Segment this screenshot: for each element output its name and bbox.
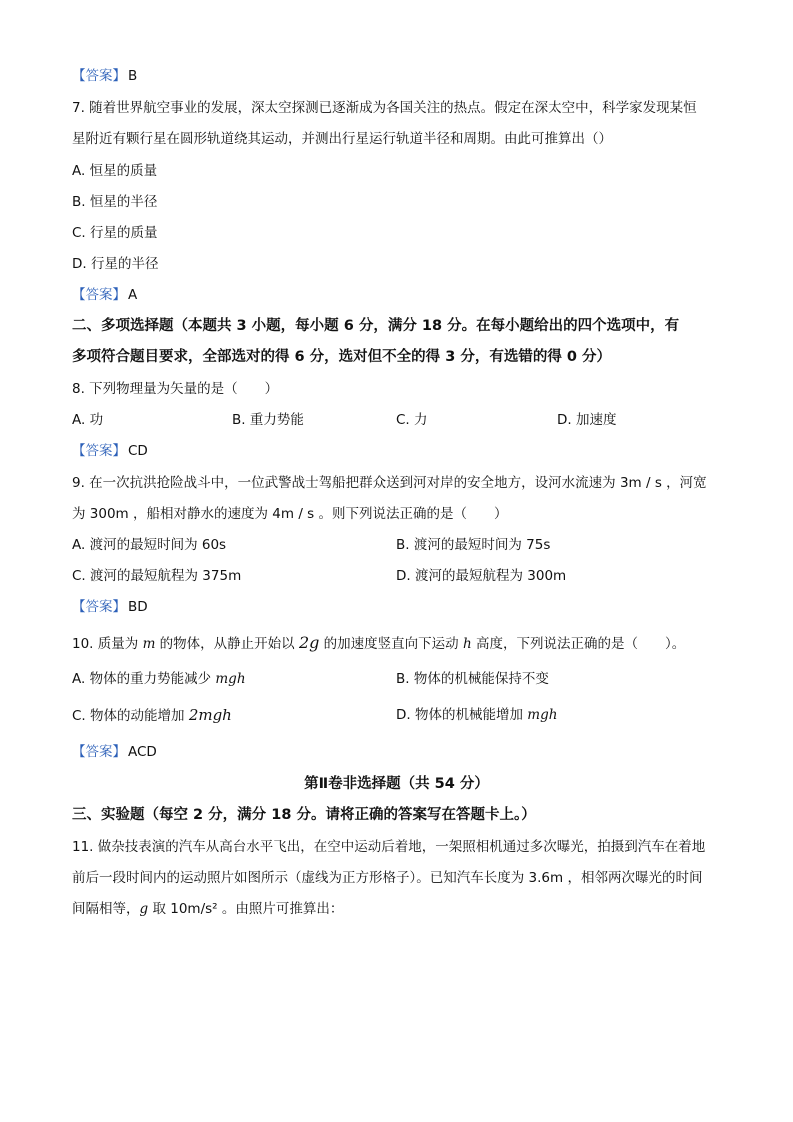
q7-stem-line1: 7. 随着世界航空事业的发展，深太空探测已逐渐成为各国关注的热点。假定在深太空中，科学家发现某恒 [72,100,697,116]
q8-stem: 8. 下列物理量为矢量的是（ ） [72,381,279,397]
answer-value: A [128,287,138,303]
q10-stem [72,633,685,654]
q9-stem-line1: 9. 在一次抗洪抢险战斗中，一位武警战士驾船把群众送到河对岸的安全地方，设河水流速为 3m / s ，河宽 [72,475,707,491]
q10-option-c [72,705,232,726]
q7-option-b: B. 恒星的半径 [72,194,158,210]
q8-option-c: C. 力 [396,412,428,428]
q10-stem-part2: 的物体，从静止开始以 [155,636,299,652]
q9-option-c: C. 渡河的最短航程为 375m [72,568,242,584]
answer-label: 【答案】 [72,599,126,615]
answer-value: ACD [128,744,157,760]
q10-option-a [72,669,246,689]
q10-stem-part3: 的加速度竖直向下运动 [319,636,463,652]
q11-stem-line1: 11. 做杂技表演的汽车从高台水平飞出，在空中运动后着地，一架照相机通过多次曝光，拍摄到汽车在着地 [72,839,706,855]
answer-q6 [72,66,137,86]
answer-label: 【答案】 [72,287,126,303]
q10-option-c-math: 2mgh [188,706,232,724]
answer-value: CD [128,443,148,459]
q10-option-d-text: D. 物体的机械能增加 [396,707,528,723]
q11-gravity-symbol: g [139,901,149,917]
q10-option-d [396,705,557,725]
answer-value: BD [128,599,148,615]
q10-option-d-math: mgh [527,707,558,723]
q8-option-b: B. 重力势能 [232,412,304,428]
q10-option-a-text: A. 物体的重力势能减少 [72,671,216,687]
q9-option-b: B. 渡河的最短时间为 75s [396,537,551,553]
q10-accel-symbol: 2g [298,633,320,652]
answer-q9 [72,597,148,617]
answer-label: 【答案】 [72,68,126,84]
q10-option-c-text: C. 物体的动能增加 [72,708,189,724]
answer-q10 [72,742,157,762]
q11-line3-part2: 取 10m/s² 。由照片可推算出： [148,901,344,917]
q7-stem-line2: 星附近有颗行星在圆形轨道绕其运动，并测出行星运行轨道半径和周期。由此可推算出（） [72,131,612,147]
answer-q8 [72,441,148,461]
q10-option-b [396,669,549,689]
answer-value: B [128,68,138,84]
answer-q7 [72,285,137,305]
q11-stem-line3 [72,899,343,919]
answer-label: 【答案】 [72,443,126,459]
q10-height-symbol: h [462,636,472,652]
q10-mass-symbol: m [142,636,156,652]
part2-title: 第Ⅱ卷非选择题（共 54 分） [304,776,489,792]
q8-option-d: D. 加速度 [557,412,617,428]
section3-heading: 三、实验题（每空 2 分，满分 18 分。请将正确的答案写在答题卡上。） [72,807,536,823]
q11-line3-part1: 间隔相等， [72,901,140,917]
q9-option-d: D. 渡河的最短航程为 300m [396,568,567,584]
answer-label: 【答案】 [72,744,126,760]
q7-option-d: D. 行星的半径 [72,256,159,272]
section2-heading-line1: 二、多项选择题（本题共 3 小题，每小题 6 分，满分 18 分。在每小题给出的四个选项中，有 [72,318,680,334]
q7-option-c: C. 行星的质量 [72,225,158,241]
q10-option-b-text: B. 物体的机械能保持不变 [396,671,549,687]
q10-option-a-math: mgh [215,671,246,687]
q8-option-a: A. 功 [72,412,104,428]
q9-option-a: A. 渡河的最短时间为 60s [72,537,227,553]
q11-stem-line2: 前后一段时间内的运动照片如图所示（虚线为正方形格子）。已知汽车长度为 3.6m ，相邻两次曝光的时间 [72,870,703,886]
q10-stem-part1: 10. 质量为 [72,636,143,652]
q9-stem-line2: 为 300m ，船相对静水的速度为 4m / s 。则下列说法正确的是（ ） [72,506,508,522]
q7-option-a: A. 恒星的质量 [72,163,158,179]
section2-heading-line2: 多项符合题目要求，全部选对的得 6 分，选对但不全的得 3 分，有选错的得 0 分） [72,349,612,365]
q10-stem-part4: 高度，下列说法正确的是（ ）。 [471,636,686,652]
